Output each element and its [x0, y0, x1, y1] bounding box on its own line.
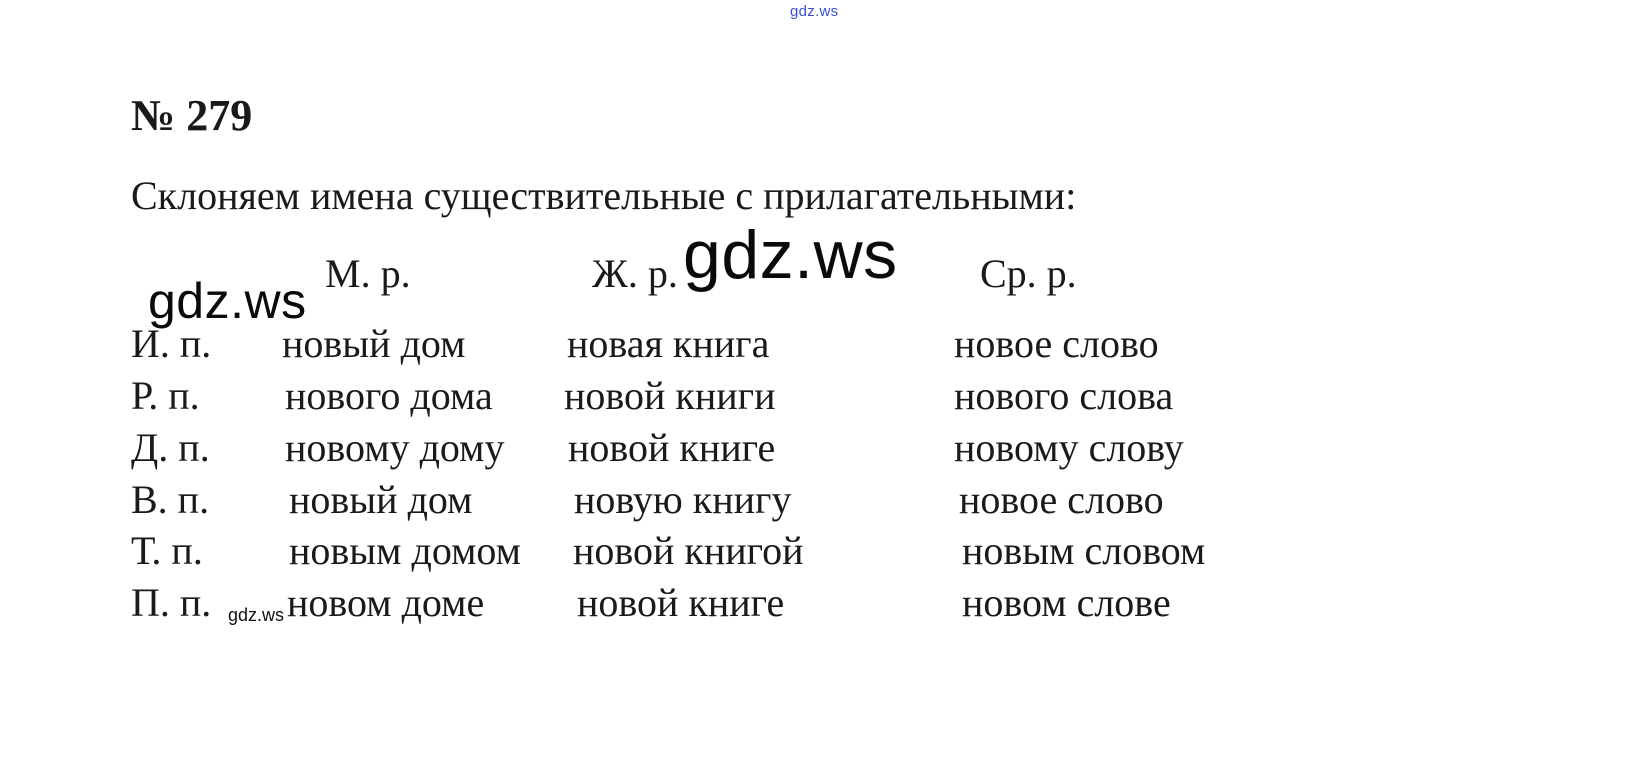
cell-neuter: новое слово — [954, 321, 1159, 366]
cell-feminine: новой книге — [577, 580, 785, 625]
task-instruction: Склоняем имена существительные с прилагательными: — [131, 173, 1077, 218]
column-header-feminine: Ж. р. — [592, 251, 678, 296]
watermark-small: gdz.ws — [228, 605, 285, 625]
column-header-masculine: М. р. — [325, 251, 411, 296]
cell-feminine: новой книги — [564, 373, 776, 418]
cell-masculine: новый дом — [282, 321, 466, 366]
case-label: П. п. — [131, 580, 212, 625]
cell-feminine: новой книгой — [573, 528, 804, 573]
case-label: В. п. — [131, 477, 210, 522]
cell-feminine: новая книга — [567, 321, 770, 366]
cell-masculine: новому дому — [285, 425, 505, 470]
cell-masculine: новый дом — [289, 477, 473, 522]
cell-neuter: новом слове — [962, 580, 1171, 625]
cell-feminine: новой книге — [568, 425, 776, 470]
watermark-top: gdz.ws — [790, 3, 839, 20]
case-label: Д. п. — [131, 425, 210, 470]
cell-neuter: новым словом — [962, 528, 1206, 573]
cell-masculine: новом доме — [287, 580, 485, 625]
cell-neuter: новое слово — [959, 477, 1164, 522]
watermark-left: gdz.ws — [148, 273, 307, 329]
cell-feminine: новую книгу — [574, 477, 792, 522]
cell-masculine: новым домом — [289, 528, 521, 573]
watermark-center: gdz.ws — [683, 217, 898, 293]
cell-masculine: нового дома — [285, 373, 493, 418]
case-label: Т. п. — [131, 528, 203, 573]
case-label: Р. п. — [131, 373, 200, 418]
case-label: И. п. — [131, 321, 212, 366]
column-header-neuter: Ср. р. — [980, 251, 1077, 296]
cell-neuter: новому слову — [954, 425, 1184, 470]
cell-neuter: нового слова — [954, 373, 1174, 418]
task-number: № 279 — [131, 91, 253, 140]
